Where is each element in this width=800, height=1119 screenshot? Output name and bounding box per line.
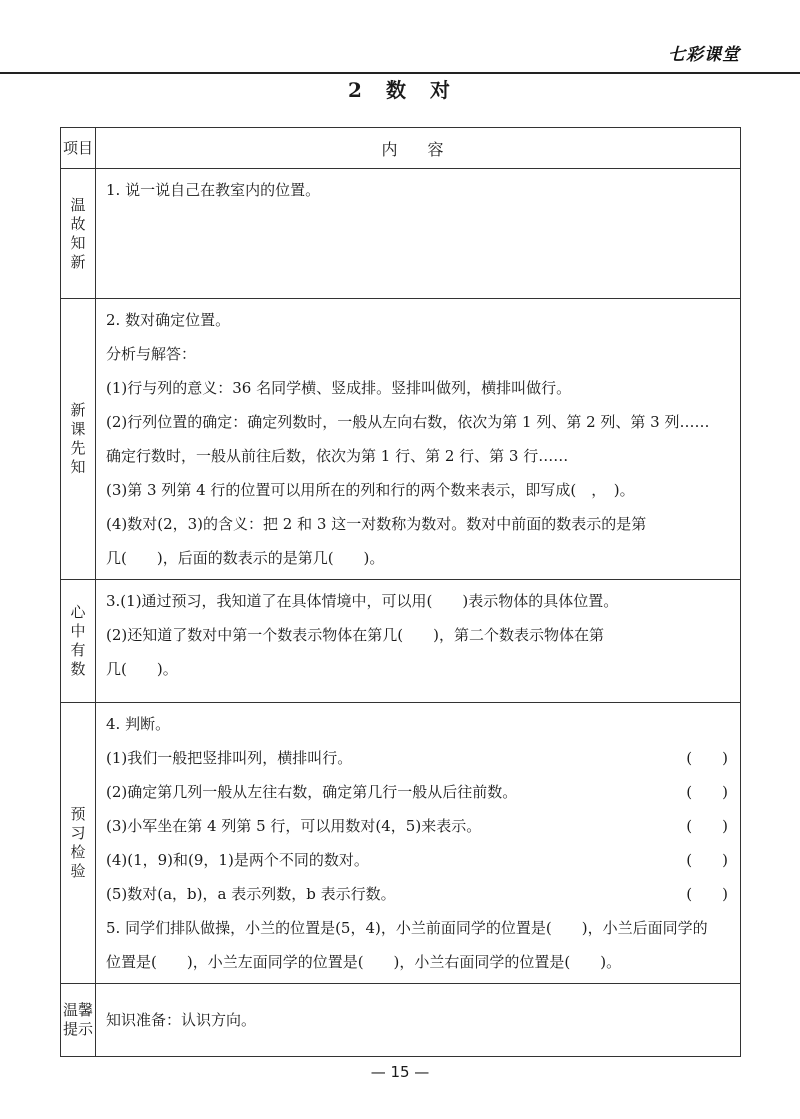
tip-text: 知识准备：认识方向。 (106, 1011, 257, 1029)
brand-logo: 七彩课堂 (668, 45, 740, 65)
worksheet-table (60, 127, 741, 1057)
section-content (96, 580, 741, 703)
section-label: 温故知新 (61, 169, 96, 299)
page-title (0, 74, 800, 103)
section-content (96, 299, 741, 580)
answer-blank[interactable]: ( ) (686, 749, 728, 767)
text-line: 3.(1)通过预习，我知道了在具体情境中，可以用( )表示物体的具体位置。 (106, 592, 619, 610)
judge-item (106, 741, 732, 775)
text-line: 确定行数时，一般从前往后数，依次为第 1 行、第 2 行、第 3 行…… (106, 447, 569, 465)
section-label: 新课先知 (61, 299, 96, 580)
text-line: 分析与解答： (106, 345, 197, 363)
section-label: 温馨提示 (61, 984, 96, 1057)
table-header-row (61, 128, 741, 169)
section-label: 预习检验 (61, 703, 96, 984)
page-number: — 15 — (370, 1063, 430, 1081)
answer-blank[interactable]: ( ) (686, 851, 728, 869)
text-line: 1. 说一说自己在教室内的位置。 (106, 181, 321, 199)
text-line: (2)行列位置的确定：确定列数时，一般从左向右数，依次为第 1 列、第 2 列、第 3 列…… (106, 413, 710, 431)
text-line: (3)第 3 列第 4 行的位置可以用所在的列和行的两个数来表示，即写成( ， )。 (106, 481, 635, 499)
judge-text: (5)数对(a，b)，a 表示列数，b 表示行数。 (106, 885, 396, 903)
text-line: 几( )，后面的数表示的是第几( )。 (106, 549, 385, 567)
section-new-lesson (61, 299, 741, 580)
text-line: 5. 同学们排队做操，小兰的位置是(5，4)，小兰前面同学的位置是( )，小兰后面同学的 (106, 919, 708, 937)
judge-text: (4)(1，9)和(9，1)是两个不同的数对。 (106, 851, 369, 869)
section-mind (61, 580, 741, 703)
title-number: 2 (348, 78, 364, 102)
judge-item (106, 809, 732, 843)
judge-text: (1)我们一般把竖排叫列，横排叫行。 (106, 749, 353, 767)
section-review (61, 169, 741, 299)
section-content (96, 169, 741, 299)
judge-item (106, 877, 732, 911)
judge-text: (2)确定第几列一般从左往右数，确定第几行一般从后往前数。 (106, 783, 518, 801)
text-line: (1)行与列的意义：36 名同学横、竖成排。竖排叫做列，横排叫做行。 (106, 379, 572, 397)
judge-item (106, 775, 732, 809)
section-tip (61, 984, 741, 1057)
text-line: 2. 数对确定位置。 (106, 311, 231, 329)
section-label: 心中有数 (61, 580, 96, 703)
text-line: (4)数对(2，3)的含义：把 2 和 3 这一对数称为数对。数对中前面的数表示的是第 (106, 515, 647, 533)
judge-text: (3)小军坐在第 4 列第 5 行，可以用数对(4，5)来表示。 (106, 817, 482, 835)
section-check (61, 703, 741, 984)
answer-blank[interactable]: ( ) (686, 783, 728, 801)
answer-blank[interactable]: ( ) (686, 885, 728, 903)
judge-item (106, 843, 732, 877)
answer-blank[interactable]: ( ) (686, 817, 728, 835)
section-content (96, 703, 741, 984)
text-line: 几( )。 (106, 660, 178, 678)
title-text: 数 对 (385, 78, 452, 102)
text-line: 位置是( )，小兰左面同学的位置是( )，小兰右面同学的位置是( )。 (106, 953, 622, 971)
text-line: (2)还知道了数对中第一个数表示物体在第几( )，第二个数表示物体在第 (106, 626, 604, 644)
question-heading: 4. 判断。 (106, 715, 171, 733)
section-content (96, 984, 741, 1057)
header-content-cell: 内容 (96, 128, 741, 169)
header-item-cell: 项目 (61, 128, 96, 169)
